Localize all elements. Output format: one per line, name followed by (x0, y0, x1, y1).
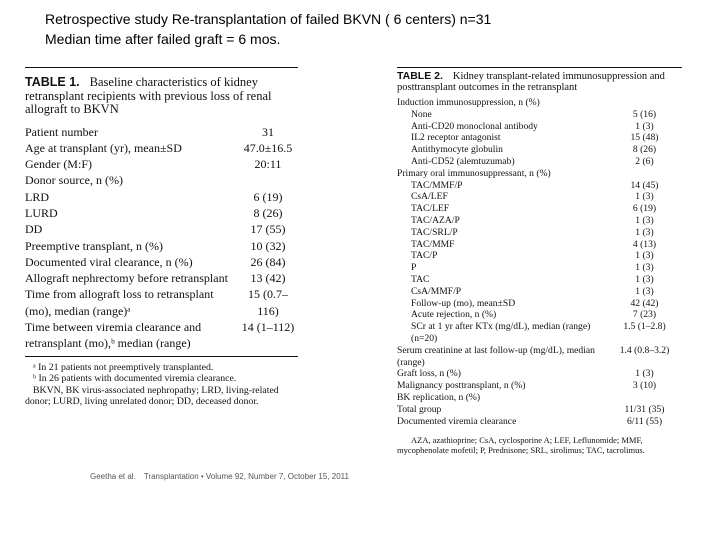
row-value: 1 (3) (635, 368, 654, 380)
row-label: Gender (M:F) (25, 157, 92, 172)
table-caption: Kidney transplant-related immunosuppression and posttransplant outcomes in the retransplant (397, 71, 665, 93)
table-row (397, 274, 682, 286)
footnote: ᵇ In 26 patients with documented viremia clearance. (33, 373, 237, 385)
row-value: 31 (262, 124, 274, 139)
row-value: 1 (3) (635, 250, 654, 262)
row-label: Documented viremia clearance (397, 415, 517, 427)
table-row (397, 109, 682, 121)
table-row (25, 286, 298, 319)
row-value: 4 (13) (632, 238, 657, 250)
row-value: 1 (3) (635, 273, 654, 285)
slide-header (45, 9, 491, 49)
row-label: Induction immunosuppression, n (%) (397, 97, 540, 108)
row-value: 8 (26) (632, 144, 657, 156)
citation-journal: Transplantation • Volume 92, Number 7, October 15, 2011 (143, 472, 349, 481)
table-2 (397, 67, 682, 455)
row-value: 47.0±16.5 (243, 140, 293, 155)
row-label: TAC/LEF (411, 203, 450, 215)
table-1-notes (25, 362, 298, 408)
table-row (397, 416, 682, 428)
table-row (397, 392, 682, 404)
row-label: Antithymocyte globulin (411, 144, 503, 156)
row-value: 6 (19) (253, 189, 283, 204)
row-value: 1 (3) (635, 226, 654, 238)
row-value: 1 (3) (635, 285, 654, 297)
table-row (397, 321, 682, 345)
table-label: TABLE 2. (397, 70, 443, 82)
table-row (25, 189, 298, 205)
row-label: Primary oral immunosuppressant, n (%) (397, 167, 551, 179)
row-label: LURD (25, 205, 58, 220)
table-row (25, 205, 298, 221)
table-2-body (397, 97, 682, 427)
row-value: 1.5 (1–2.8) (623, 321, 666, 333)
table-row (397, 309, 682, 321)
table-caption: Baseline characteristics of kidney retransplant recipients with previous loss of renal allograft to BKVN (25, 75, 272, 116)
table-row (397, 203, 682, 215)
row-label: Anti-CD52 (alemtuzumab) (411, 155, 515, 167)
row-label: SCr at 1 yr after KTx (mg/dL), median (range) (n=20) (411, 321, 591, 344)
row-label: Age at transplant (yr), mean±SD (25, 140, 182, 155)
row-label: TAC (411, 273, 430, 285)
row-value (607, 97, 682, 109)
row-label: P (411, 262, 417, 274)
row-label: Time from allograft loss to retransplant (mo), median (range)ᵃ (25, 287, 214, 318)
row-label: Preemptive transplant, n (%) (25, 238, 163, 253)
row-label: Patient number (25, 124, 98, 139)
row-value (607, 168, 682, 180)
table-row (397, 121, 682, 133)
row-value: 6 (19) (632, 203, 657, 215)
table-row (25, 238, 298, 254)
table-row (397, 180, 682, 192)
row-label: CsA/LEF (411, 191, 448, 203)
row-label: Documented viral clearance, n (%) (25, 254, 193, 269)
row-label: TAC/MMF/P (411, 179, 463, 191)
row-label: Acute rejection, n (%) (411, 309, 497, 321)
slide-subtitle: Median time after failed graft = 6 mos. (45, 31, 281, 47)
table-1 (25, 67, 298, 408)
row-label: Anti-CD20 monoclonal antibody (411, 120, 538, 132)
row-label: TAC/MMF (411, 238, 455, 250)
table-row (397, 97, 682, 109)
table-1-title (25, 76, 298, 117)
row-label: Malignancy posttransplant, n (%) (397, 380, 526, 392)
row-value: 8 (26) (253, 205, 283, 220)
row-value: 5 (16) (632, 108, 657, 120)
row-value: 42 (42) (630, 297, 659, 309)
row-label: Donor source, n (%) (25, 173, 123, 188)
row-label: IL2 receptor antagonist (411, 132, 501, 144)
table-row (25, 319, 298, 352)
table-row (397, 168, 682, 180)
table-row (397, 250, 682, 262)
table-label: TABLE 1. (25, 75, 80, 89)
row-label: LRD (25, 189, 49, 204)
row-label: BK replication, n (%) (397, 391, 481, 403)
row-value: 1 (3) (635, 191, 654, 203)
row-value: 13 (42) (250, 271, 286, 286)
citation-authors: Geetha et al. (90, 472, 136, 481)
table-row (397, 191, 682, 203)
row-label: TAC/P (411, 250, 438, 262)
row-value: 1.4 (0.8–3.2) (619, 344, 670, 356)
row-value: 3 (10) (632, 380, 657, 392)
table-row (25, 254, 298, 270)
row-value: 11/31 (35) (624, 403, 665, 415)
row-value: 1 (3) (635, 262, 654, 274)
table-2-title (397, 71, 682, 93)
row-value: 7 (23) (632, 309, 657, 321)
table-row (397, 380, 682, 392)
row-label: CsA/MMF/P (411, 285, 462, 297)
table-row (25, 221, 298, 237)
row-label: Total group (397, 403, 442, 415)
bottom-rule (25, 356, 298, 357)
row-value: 6/11 (55) (626, 415, 663, 427)
slide-title: Retrospective study Re-transplantation of failed BKVN ( 6 centers) n=31 (45, 11, 492, 27)
row-label: Time between viremia clearance and retransplant (mo),ᵇ median (range) (25, 320, 202, 351)
row-value: 1 (3) (635, 120, 654, 132)
row-label: Follow-up (mo), mean±SD (411, 297, 516, 309)
footnote: ᵃ In 21 patients not preemptively transplanted. (33, 361, 214, 373)
table-row (397, 286, 682, 298)
row-value: 20:11 (254, 157, 282, 172)
row-value: 10 (32) (250, 238, 286, 253)
row-value (238, 172, 298, 188)
row-label: Graft loss, n (%) (397, 368, 461, 380)
table-row (397, 132, 682, 144)
table-row (397, 298, 682, 310)
table-1-body (25, 124, 298, 352)
row-value: 1 (3) (635, 214, 654, 226)
table-row (25, 124, 298, 140)
row-label: DD (25, 222, 43, 237)
row-value: 15 (48) (630, 132, 659, 144)
row-value: 14 (45) (630, 179, 659, 191)
table-row (25, 270, 298, 286)
row-label: Serum creatinine at last follow-up (mg/dL), median (range) (397, 344, 595, 368)
citation (90, 472, 357, 481)
table-row (397, 227, 682, 239)
row-value: 17 (55) (250, 222, 286, 237)
table-row (25, 156, 298, 172)
table-2-note: AZA, azathioprine; CsA, cyclosporine A; LEF, Leflunomide; MMF, mycophenolate mofetil; P, Prednisone; SRL, sirolimus; TAC, tacrolimus. (397, 435, 645, 456)
top-rule (397, 67, 682, 68)
table-row (397, 144, 682, 156)
row-value: 15 (0.7–116) (248, 287, 288, 318)
table-row (397, 215, 682, 227)
row-value: 2 (6) (635, 155, 654, 167)
table-row (397, 368, 682, 380)
footnote: BKVN, BK virus-associated nephropathy; LRD, living-related donor; LURD, living unrelated donor; DD, deceased donor. (25, 384, 279, 408)
row-label: Allograft nephrectomy before retransplant (25, 271, 228, 286)
row-label: TAC/AZA/P (411, 214, 460, 226)
table-row (397, 156, 682, 168)
table-row (397, 404, 682, 416)
row-label: None (411, 108, 432, 120)
table-row (397, 239, 682, 251)
row-value (607, 392, 682, 404)
table-row (397, 345, 682, 369)
table-row (397, 262, 682, 274)
table-row (25, 172, 298, 188)
table-row (25, 140, 298, 156)
row-label: TAC/SRL/P (411, 226, 458, 238)
row-value: 26 (84) (250, 254, 286, 269)
top-rule (25, 67, 298, 68)
row-value: 14 (1–112) (241, 320, 295, 335)
